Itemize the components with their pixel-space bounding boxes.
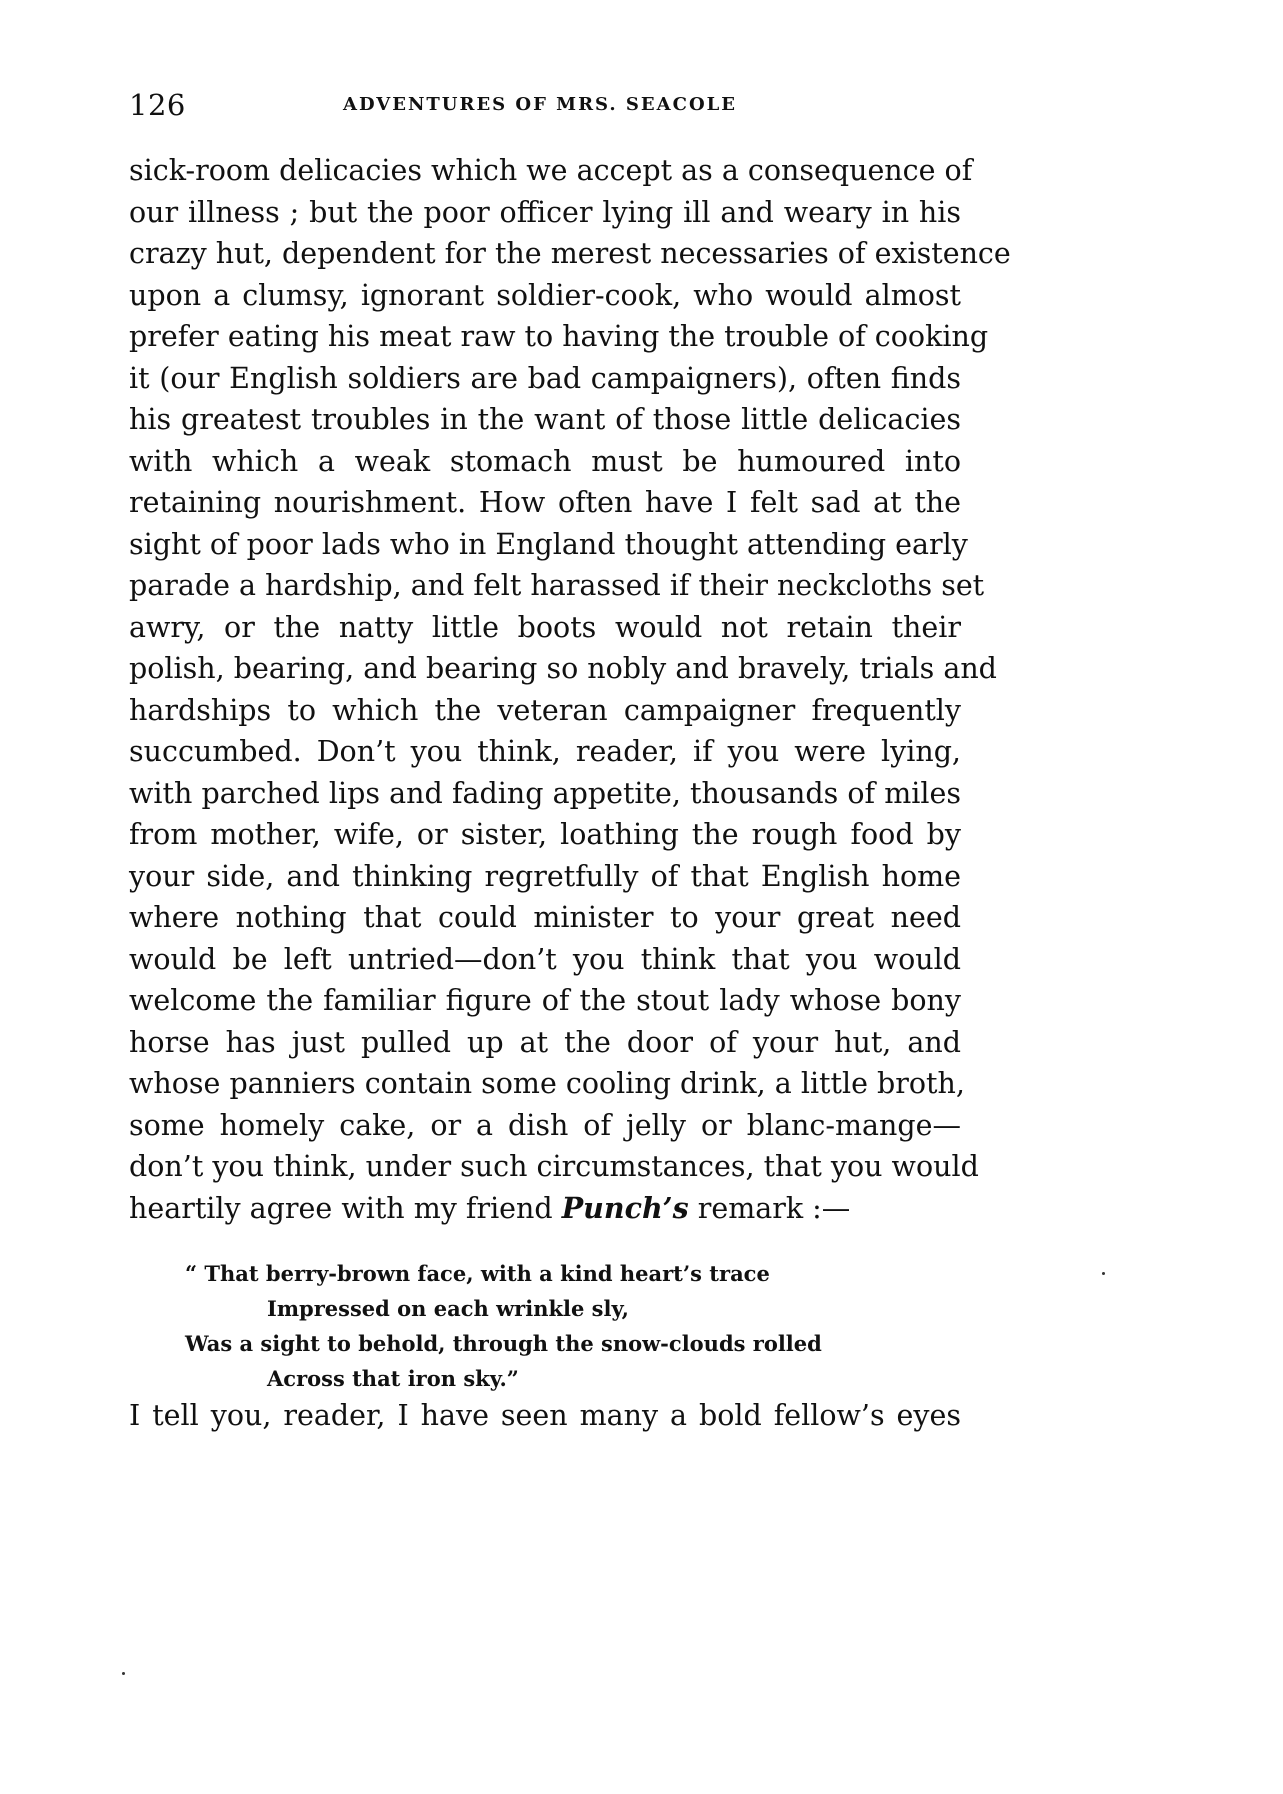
text-line: it (our English soldiers are bad campaigners), often finds	[129, 361, 961, 395]
text-line: horse has just pulled up at the door of your hut, and	[129, 1025, 961, 1059]
text-line: I tell you, reader, I have seen many a bold fellow’s eyes	[129, 1399, 961, 1432]
verse-line: Was a sight to behold, through the snow-clouds rolled	[185, 1331, 822, 1356]
text-line: where nothing that could minister to your great need	[129, 901, 961, 934]
text-line: retaining nourishment. How often have I felt sad at the	[129, 486, 961, 519]
text-line: with parched lips and fading appetite, thousands of miles	[129, 776, 961, 810]
verse-quotation	[185, 1256, 885, 1396]
text-line: don’t you think, under such circumstances, that you would	[129, 1150, 979, 1183]
text-line: whose panniers contain some cooling drink, a little broth,	[129, 1067, 965, 1100]
text-line: succumbed. Don’t you think, reader, if you were lying,	[129, 735, 961, 768]
text-fragment: heartily agree with my friend	[129, 1191, 562, 1225]
text-fragment: remark :—	[688, 1191, 851, 1225]
print-speck	[122, 1672, 125, 1675]
text-line: parade a hardship, and felt harassed if their neckcloths set	[129, 569, 985, 602]
text-line: our illness ; but the poor officer lying ill and weary in his	[129, 195, 961, 229]
text-line: prefer eating his meat raw to having the trouble of cooking	[129, 320, 989, 353]
text-line: welcome the familiar figure of the stout lady whose bony	[129, 984, 961, 1017]
verse-line: Across that iron sky.”	[267, 1366, 519, 1391]
main-paragraph	[129, 150, 1011, 1229]
text-line-final	[129, 1188, 961, 1230]
print-speck	[1102, 1272, 1105, 1275]
text-line: his greatest troubles in the want of those little delicacies	[129, 403, 961, 436]
running-title: ADVENTURES OF MRS. SEACOLE	[343, 94, 737, 115]
page-number: 126	[129, 88, 186, 122]
text-line: with which a weak stomach must be humoured into	[129, 444, 961, 478]
verse-line: “ That berry-brown face, with a kind heart’s trace	[185, 1261, 770, 1286]
text-line: sick-room delicacies which we accept as a consequence of	[129, 154, 973, 187]
verse-line: Impressed on each wrinkle sly,	[267, 1296, 629, 1321]
text-line: from mother, wife, or sister, loathing the rough food by	[129, 818, 961, 851]
text-line: hardships to which the veteran campaigner frequently	[129, 693, 961, 727]
text-line: your side, and thinking regretfully of that English home	[129, 859, 961, 893]
italic-title: Punch’s	[561, 1190, 689, 1225]
text-line: awry, or the natty little boots would not retain their	[129, 610, 961, 644]
text-line: sight of poor lads who in England thought attending early	[129, 527, 968, 561]
text-line: crazy hut, dependent for the merest necessaries of existence	[129, 237, 1011, 270]
text-line: polish, bearing, and bearing so nobly and bravely, trials and	[129, 652, 997, 685]
text-line: upon a clumsy, ignorant soldier-cook, who would almost	[129, 278, 961, 312]
text-line: some homely cake, or a dish of jelly or blanc-mange—	[129, 1108, 961, 1142]
page-header	[129, 88, 961, 128]
closing-paragraph	[129, 1395, 961, 1437]
text-line: would be left untried—don’t you think that you would	[129, 942, 961, 976]
